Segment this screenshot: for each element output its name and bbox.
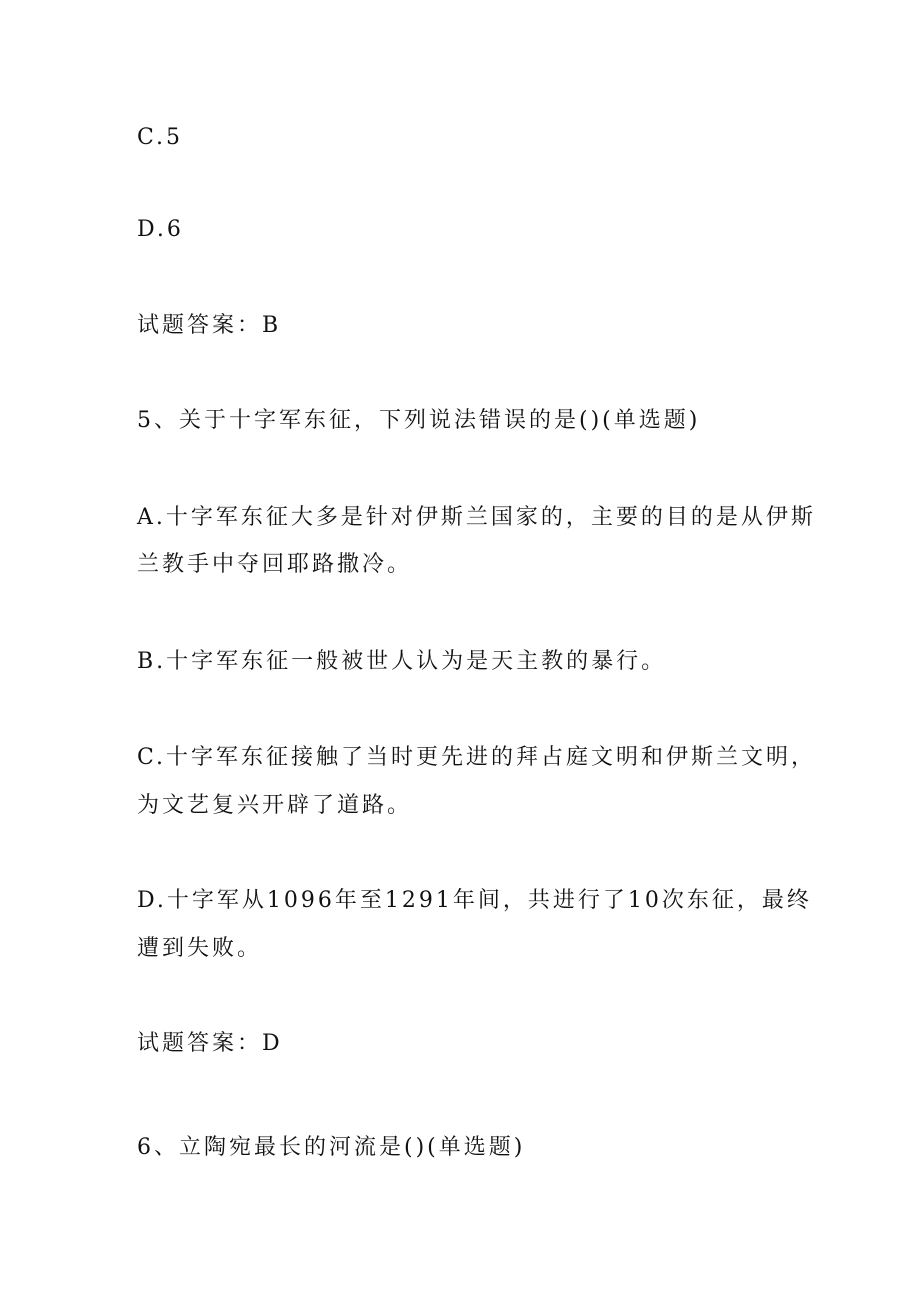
- q5-option-d-line1: D.十字军从1096年至1291年间，共进行了10次东征，最终: [137, 888, 812, 913]
- q5-option-c-line1: C.十字军东征接触了当时更先进的拜占庭文明和伊斯兰文明，: [137, 745, 817, 770]
- q5-option-a-line2: 兰教手中夺回耶路撒冷。: [137, 552, 413, 577]
- option-c-previous: C.5: [137, 125, 184, 150]
- q5-option-d-line2: 遭到失败。: [137, 936, 263, 961]
- q5-option-b: B.十字军东征一般被世人认为是天主教的暴行。: [137, 649, 667, 674]
- q5-option-a-line1: A.十字军东征大多是针对伊斯兰国家的，主要的目的是从伊斯: [137, 505, 816, 530]
- answer-q5: 试题答案：D: [137, 1031, 283, 1056]
- q5-option-c-line2: 为文艺复兴开辟了道路。: [137, 793, 413, 818]
- option-d-previous: D.6: [137, 217, 184, 242]
- answer-q4: 试题答案：B: [137, 313, 282, 338]
- question-5: 5、关于十字军东征，下列说法错误的是()(单选题): [137, 408, 701, 433]
- question-6: 6、立陶宛最长的河流是()(单选题): [137, 1135, 526, 1160]
